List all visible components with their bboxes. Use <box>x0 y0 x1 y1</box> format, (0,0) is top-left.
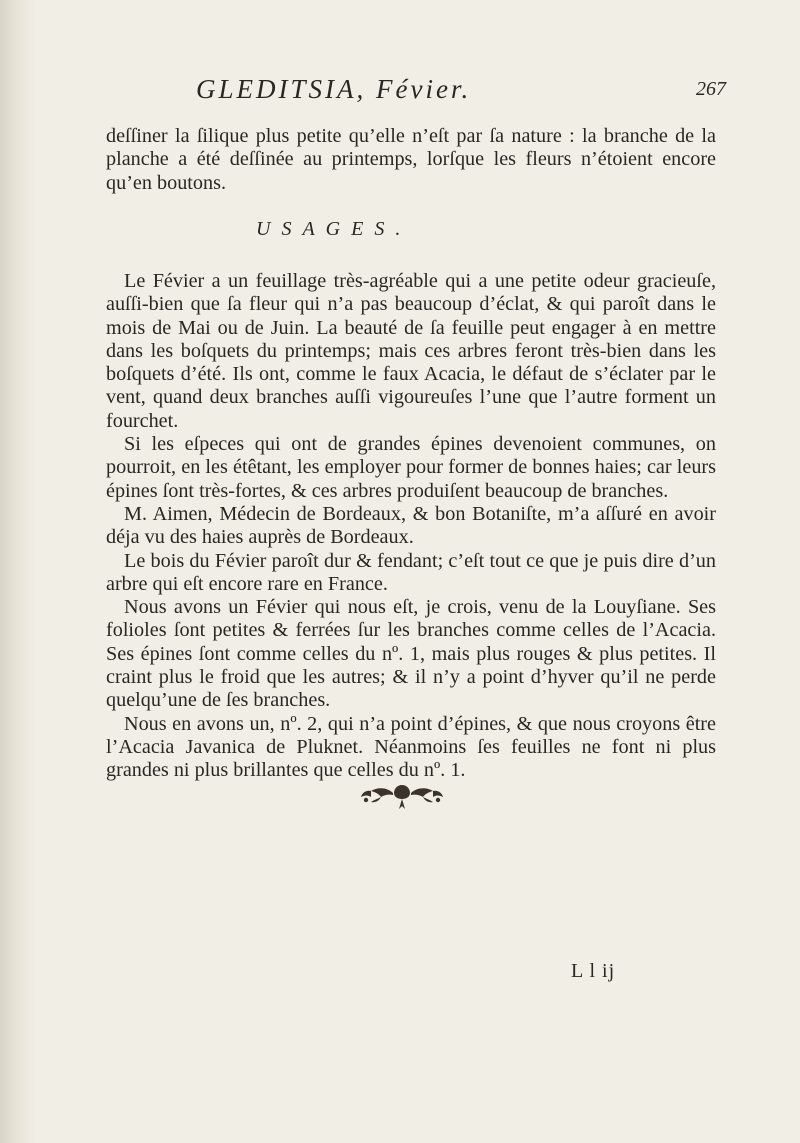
paragraph: Nous avons un Févier qui nous eſt, je crois, venu de la Louyſiane. Ses folioles ſont petites & ferrées ſur les branches comme celles de l’Acacia. Ses épines ſont comme celles du nº. 1, mais plus rouges & plus petites. Il craint plus le froid que les autres; & il n’y a point d’hyver qu’il ne perde quelqu’une de ſes branches. <box>106 596 716 712</box>
paragraph: Si les eſpeces qui ont de grandes épines devenoient communes, on pourroit, en les étêtant, les employer pour former de bonnes haies; car leurs épines ſont très-fortes, & ces arbres produiſent beaucoup de branches. <box>106 433 716 502</box>
running-head <box>196 74 726 110</box>
paragraph: Le bois du Févier paroît dur & fendant; c’eſt tout ce que je puis dire d’un arbre qui eſt encore rare en France. <box>106 549 716 595</box>
paragraph: Le Févier a un feuillage très-agréable qui a une petite odeur gracieuſe, auſſi-bien que ſa fleur qui n’a pas beaucoup d’éclat, & qui paroît dans le mois de Mai ou de Juin. La beauté de ſa feuille peut engager à en mettre dans les boſquets du printemps; mais ces arbres feront très-bien dans les boſquets d’été. Ils ont, comme le faux Acacia, le défaut de s’éclater par le vent, quand deux branches auſſi vigoureuſes l’une que l’autre forment un fourchet. <box>106 270 716 432</box>
paragraph: Nous en avons un, nº. 2, qui n’a point d’épines, & que nous croyons être l’Acacia Javanica de Pluknet. Néanmoins ſes feuilles ne font ni plus grandes ni plus brillantes que celles du nº. 1. <box>106 712 716 782</box>
paragraph: M. Aimen, Médecin de Bordeaux, & bon Botaniſte, m’a aſſuré en avoir déja vu des haies auprès de Bordeaux. <box>106 502 716 549</box>
section-heading: USAGES. <box>256 218 412 240</box>
continued-paragraph: deſſiner la ſilique plus petite qu’elle n’eſt par ſa nature : la branche de la planche a été deſſinée au printemps, lorſque les fleurs n’étoient encore qu’en boutons. <box>106 125 716 194</box>
floral-ornament-icon <box>357 781 447 813</box>
page-number: 267 <box>696 78 726 100</box>
running-head-title: GLEDITSIA, Févier. <box>196 74 472 104</box>
body-text <box>106 270 716 783</box>
signature-mark: L l ij <box>571 960 616 982</box>
